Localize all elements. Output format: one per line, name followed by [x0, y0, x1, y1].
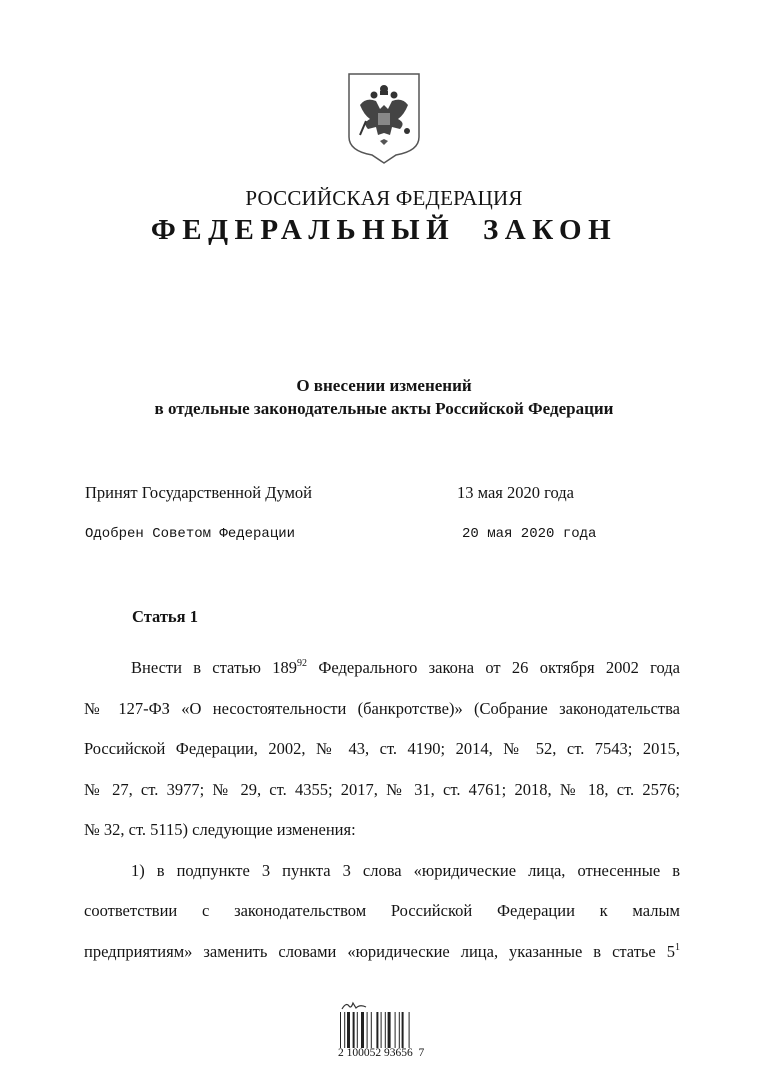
barcode — [338, 1000, 434, 1066]
barcode-bar — [340, 1012, 341, 1048]
body-line: № 127-ФЗ «О несостоятельности (банкротстве)» (Собрание законодательства — [84, 698, 680, 718]
barcode-bar — [376, 1012, 378, 1048]
law-title — [0, 374, 768, 420]
body-line: 1) в подпункте 3 пункта 3 слова «юридические лица, отнесенные в — [131, 860, 680, 880]
body-line: соответствии с законодательством Российской Федерации к малым — [84, 901, 680, 920]
coat-of-arms-icon — [346, 71, 422, 165]
adopted-by-duma-label: Принят Государственной Думой — [85, 483, 313, 502]
barcode-bar — [385, 1012, 386, 1048]
signature-mark-icon — [340, 1000, 370, 1010]
barcode-bar — [371, 1012, 372, 1048]
body-text-span: Федерального закона от 26 октября 2002 года — [307, 658, 680, 677]
body-line — [84, 932, 680, 973]
country-name: РОССИЙСКАЯ ФЕДЕРАЦИЯ — [245, 186, 523, 210]
body-line: № 27, ст. 3977; № 29, ст. 4355; 2017, № 31, ст. 4761; 2018, № 18, ст. 2576; — [84, 779, 680, 799]
superscript: 1 — [675, 941, 680, 953]
barcode-bar — [409, 1012, 410, 1048]
barcode-number: 2 100052 93656 7 — [338, 1047, 425, 1059]
adopted-by-duma-date: 13 мая 2020 года — [457, 483, 574, 502]
barcode-bar — [344, 1012, 345, 1048]
approved-by-council-date: 20 мая 2020 года — [462, 526, 597, 542]
superscript: 92 — [297, 658, 308, 669]
barcode-bar — [399, 1012, 400, 1048]
body-text-span: Внести в статью 189 — [131, 658, 298, 677]
article-body — [84, 648, 680, 972]
barcode-bar — [361, 1012, 364, 1048]
document-type: ФЕДЕРАЛЬНЫЙ ЗАКОН — [150, 214, 618, 246]
body-line: № 32, ст. 5115) следующие изменения: — [84, 820, 356, 839]
barcode-bar — [395, 1012, 396, 1048]
barcode-bar — [367, 1012, 368, 1048]
barcode-bar — [357, 1012, 358, 1048]
body-line — [84, 648, 680, 689]
body-line: Российской Федерации, 2002, № 43, ст. 4190; 2014, № 52, ст. 7543; 2015, — [84, 739, 680, 758]
body-text-span: предприятиям» заменить словами «юридические лица, указанные в статье 5 — [84, 941, 675, 961]
barcode-bar — [381, 1012, 382, 1048]
article-heading: Статья 1 — [132, 607, 198, 626]
barcode-bar — [353, 1012, 355, 1048]
barcode-bar — [347, 1012, 350, 1048]
barcode-bar — [388, 1012, 391, 1048]
law-title-line: в отдельные законодательные акты Российской Федерации — [154, 399, 614, 418]
barcode-bars-icon — [340, 1012, 428, 1048]
barcode-bar — [402, 1012, 404, 1048]
approved-by-council-label: Одобрен Советом Федерации — [85, 526, 296, 542]
law-title-line: О внесении изменений — [296, 376, 472, 395]
